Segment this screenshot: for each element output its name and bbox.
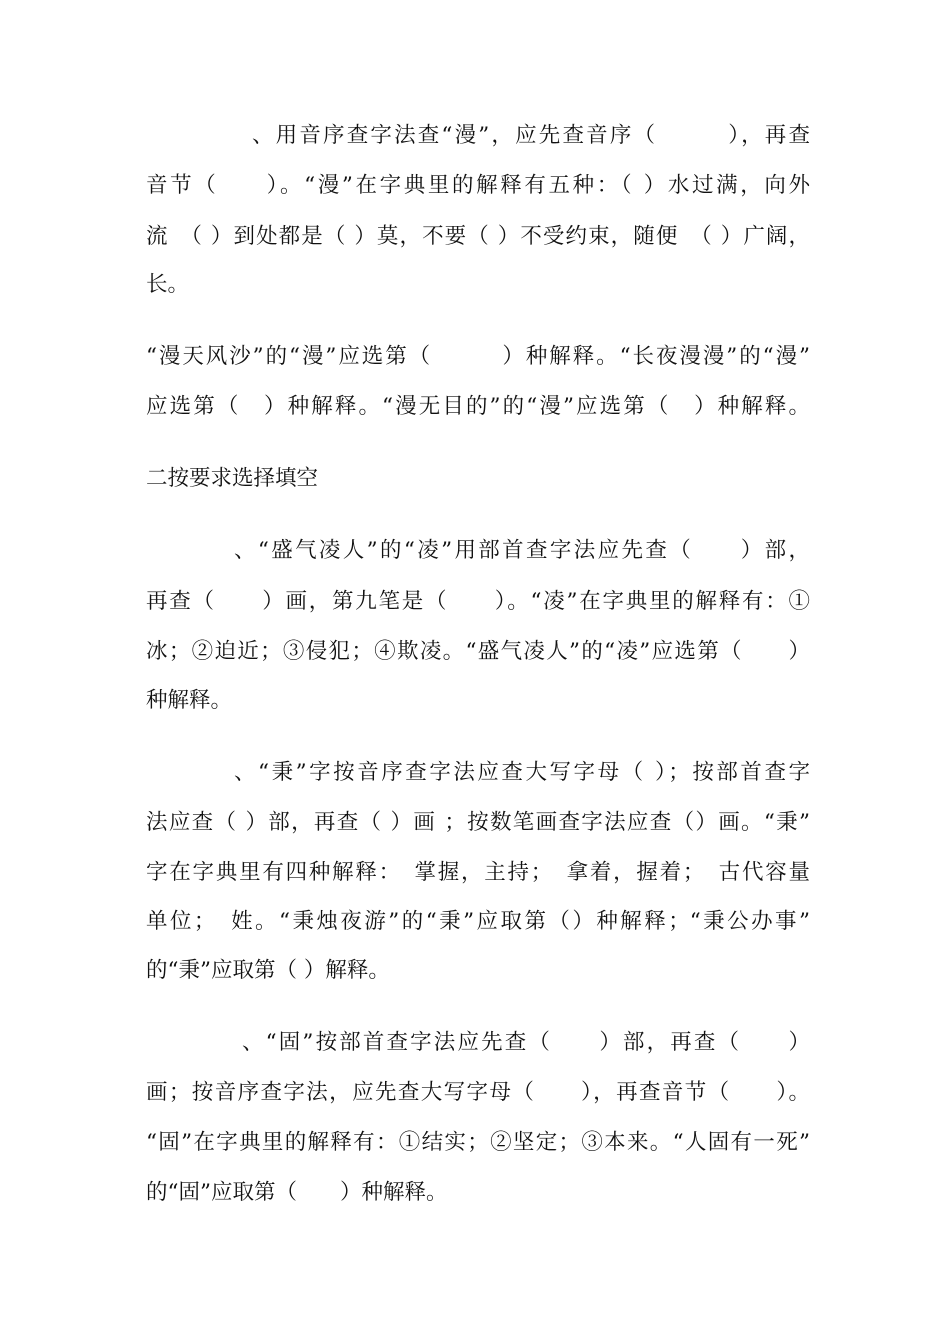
item-bing-line-3: 字在字典里有四种解释： 掌握，主持； 拿着，握着； 古代容量 — [146, 860, 810, 885]
item-1-line-4: 长。 — [146, 272, 190, 297]
item-bing-line-4: 单位； 姓。“秉烛夜游”的“秉”应取第（）种解释；“秉公办事” — [146, 909, 810, 934]
section-heading: 二按要求选择填空 — [146, 466, 319, 491]
item-bing-line-5: 的“秉”应取第（ ）解释。 — [146, 958, 390, 983]
item-ling-line-4: 种解释。 — [146, 688, 233, 713]
question-line-2: 应选第（ ）种解释。“漫无目的”的“漫”应选第（ ）种解释。 — [146, 394, 810, 419]
item-ling-line-1: 、“盛气凌人”的“凌”用部首查字法应先查（ ）部， — [234, 538, 810, 563]
item-gu-line-1: 、“固”按部首查字法应先查（ ）部，再查（ ） — [242, 1030, 810, 1055]
item-ling-line-3: 冰；②迫近；③侵犯；④欺凌。“盛气凌人”的“凌”应选第（ ） — [146, 639, 810, 664]
item-1-line-2: 音节（ ）。“漫”在字典里的解释有五种：（ ）水过满，向外 — [146, 173, 810, 198]
item-gu-line-2: 画；按音序查字法，应先查大写字母（ ），再查音节（ ）。 — [146, 1080, 810, 1105]
item-1-line-3: 流 （ ）到处都是（ ）莫，不要（ ）不受约束，随便 （ ）广阔， — [146, 224, 810, 249]
question-line-1: “漫天风沙”的“漫”应选第（ ）种解释。“长夜漫漫”的“漫” — [146, 344, 810, 369]
item-ling-line-2: 再查（ ）画，第九笔是（ ）。“凌”在字典里的解释有：① — [146, 589, 810, 614]
item-bing-line-1: 、“秉”字按音序查字法应查大写字母（ ）；按部首查字 — [234, 760, 810, 785]
item-1-line-1: 、用音序查字法查“漫”，应先查音序（ ），再查 — [252, 123, 810, 148]
item-gu-line-4: 的“固”应取第（ ）种解释。 — [146, 1180, 448, 1205]
item-gu-line-3: “固”在字典里的解释有：①结实；②坚定；③本来。“人固有一死” — [146, 1130, 810, 1155]
item-bing-line-2: 法应查（ ）部，再查（ ）画 ；按数笔画查字法应查（）画。“秉” — [146, 810, 810, 835]
